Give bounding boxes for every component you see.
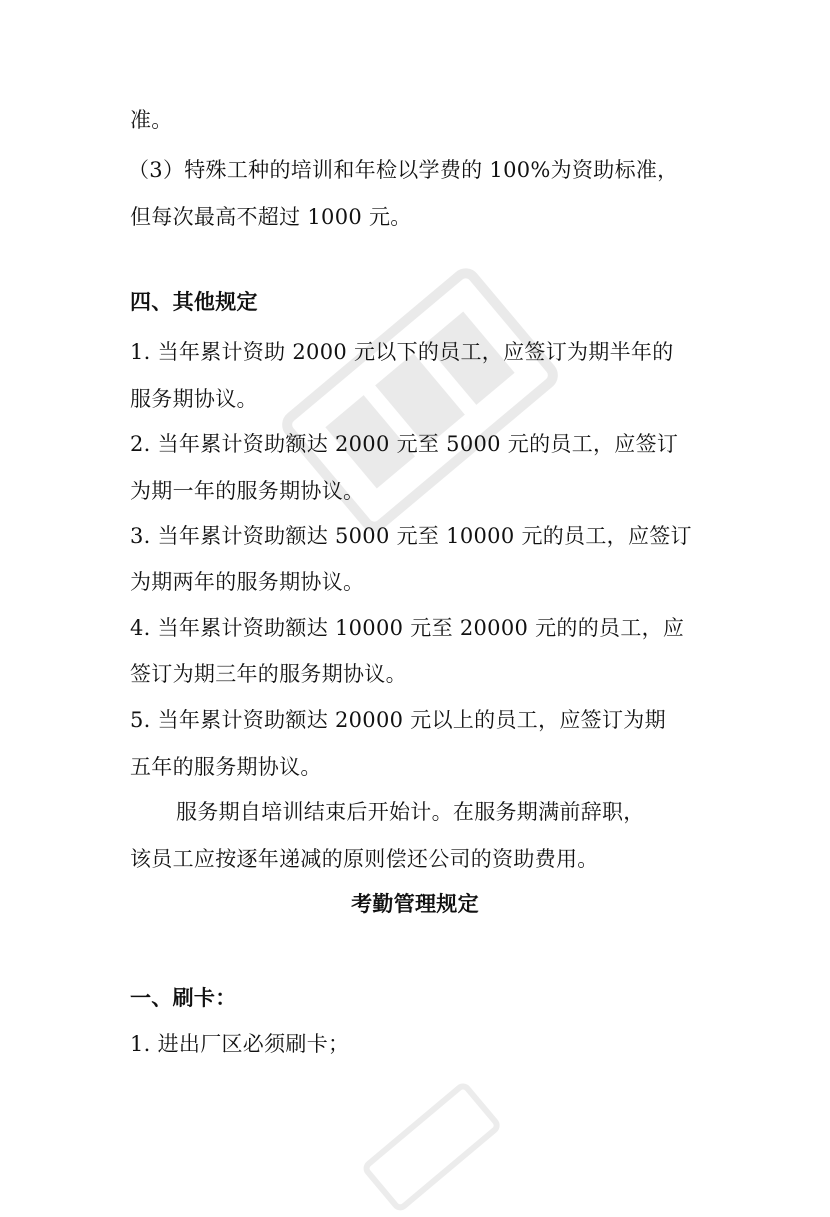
text-line: 服务期协议。 — [130, 387, 258, 411]
text-line: 五年的服务期协议。 — [130, 755, 322, 779]
section-heading: 一、刷卡： — [130, 986, 237, 1010]
section-heading: 四、其他规定 — [130, 290, 258, 314]
text-line: 服务期自培训结束后开始计。在服务期满前辞职， — [176, 800, 645, 824]
text-line: （3）特殊工种的培训和年检以学费的 100%为资助标准， — [128, 158, 679, 182]
text-line: 1. 当年累计资助 2000 元以下的员工，应签订为期半年的 — [130, 340, 674, 364]
text-line: 4. 当年累计资助额达 10000 元至 20000 元的的员工，应 — [130, 616, 685, 640]
watermark-stamp-bottom — [354, 1073, 506, 1217]
watermark-stamp — [256, 240, 584, 560]
text-line: 为期一年的服务期协议。 — [130, 479, 365, 503]
text-line: 为期两年的服务期协议。 — [130, 570, 365, 594]
text-line: 1. 进出厂区必须刷卡； — [130, 1032, 350, 1056]
text-line: 签订为期三年的服务期协议。 — [130, 662, 407, 686]
page-title: 考勤管理规定 — [351, 892, 479, 916]
text-line: 该员工应按逐年递减的原则偿还公司的资助费用。 — [130, 847, 599, 871]
text-line: 但每次最高不超过 1000 元。 — [130, 205, 412, 229]
text-line: 准。 — [130, 108, 173, 132]
text-line: 2. 当年累计资助额达 2000 元至 5000 元的员工，应签订 — [130, 432, 679, 456]
text-line: 3. 当年累计资助额达 5000 元至 10000 元的员工，应签订 — [130, 524, 692, 548]
text-line: 5. 当年累计资助额达 20000 元以上的员工，应签订为期 — [130, 708, 666, 732]
